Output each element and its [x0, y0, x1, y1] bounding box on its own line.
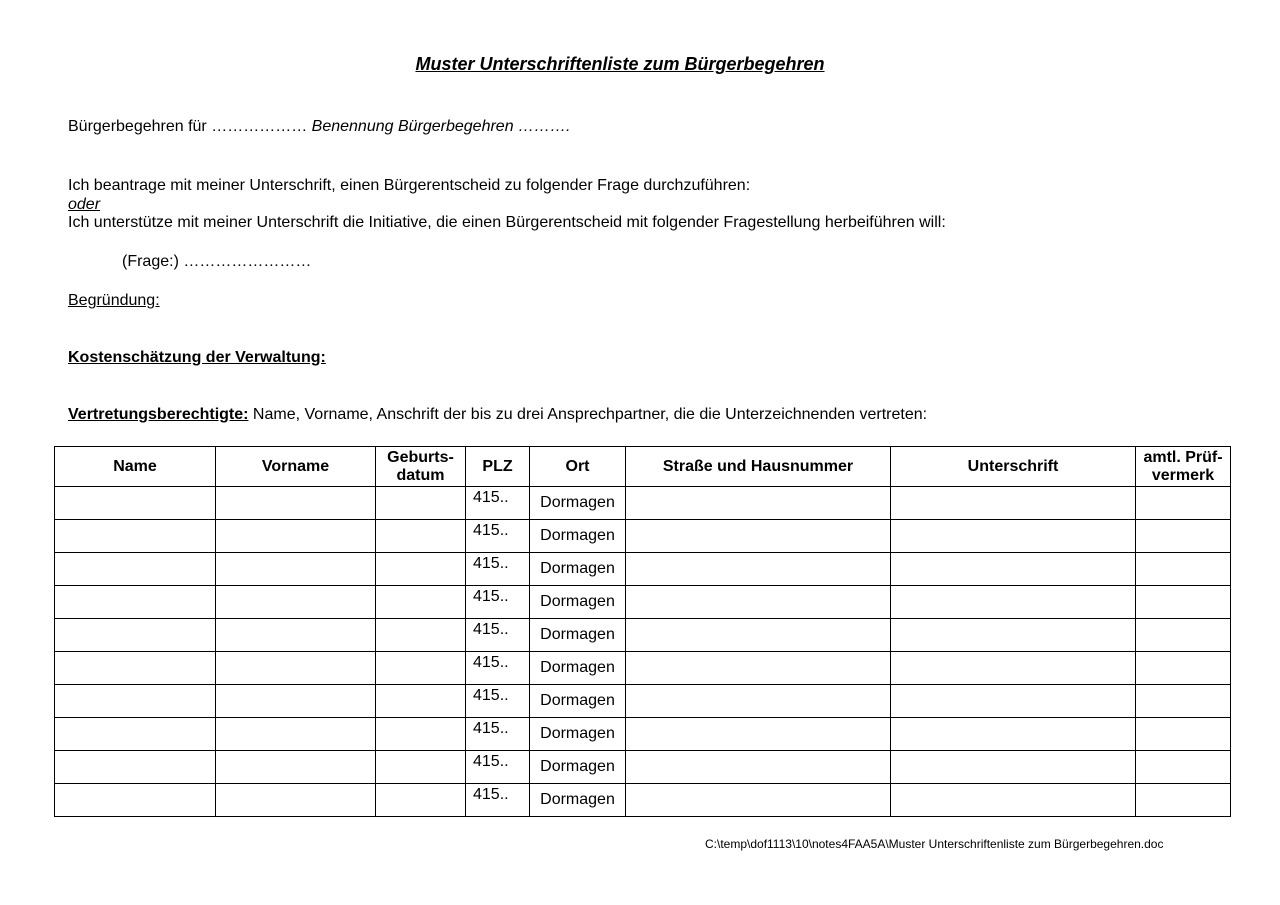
- header-plz: PLZ: [466, 447, 530, 487]
- table-row: [55, 553, 1231, 586]
- cell-plz: 415..: [466, 784, 530, 817]
- cell-ort: Dormagen: [530, 652, 626, 685]
- cell-vorname[interactable]: [216, 586, 376, 619]
- cell-vorname[interactable]: [216, 553, 376, 586]
- cell-name[interactable]: [55, 718, 216, 751]
- cell-ort: Dormagen: [530, 718, 626, 751]
- table-row: [55, 784, 1231, 817]
- table-row: [55, 487, 1231, 520]
- document-title: Muster Unterschriftenliste zum Bürgerbegehren: [415, 54, 825, 74]
- table-header-row: [55, 447, 1231, 487]
- cell-pruefvermerk: [1136, 487, 1231, 520]
- cell-ort: Dormagen: [530, 553, 626, 586]
- cell-vorname[interactable]: [216, 619, 376, 652]
- cell-geburtsdatum[interactable]: [376, 784, 466, 817]
- cell-ort: Dormagen: [530, 685, 626, 718]
- cell-unterschrift[interactable]: [891, 586, 1136, 619]
- option-1-text: Ich beantrage mit meiner Unterschrift, einen Bürgerentscheid zu folgender Frage durchzuführen:: [68, 177, 751, 194]
- signature-table: [54, 446, 1231, 817]
- cell-pruefvermerk: [1136, 685, 1231, 718]
- cell-plz: 415..: [466, 718, 530, 751]
- cell-plz: 415..: [466, 751, 530, 784]
- vertretung-label: Vertretungsberechtigte:: [68, 406, 249, 423]
- header-vorname: Vorname: [216, 447, 376, 487]
- cell-unterschrift[interactable]: [891, 553, 1136, 586]
- cell-geburtsdatum[interactable]: [376, 487, 466, 520]
- cell-vorname[interactable]: [216, 652, 376, 685]
- cell-pruefvermerk: [1136, 718, 1231, 751]
- cell-plz: 415..: [466, 685, 530, 718]
- cell-plz: 415..: [466, 520, 530, 553]
- cell-pruefvermerk: [1136, 652, 1231, 685]
- cell-geburtsdatum[interactable]: [376, 685, 466, 718]
- cell-geburtsdatum[interactable]: [376, 718, 466, 751]
- cell-vorname[interactable]: [216, 685, 376, 718]
- cell-ort: Dormagen: [530, 784, 626, 817]
- cell-strasse[interactable]: [626, 718, 891, 751]
- cell-name[interactable]: [55, 751, 216, 784]
- cell-ort: Dormagen: [530, 586, 626, 619]
- cell-unterschrift[interactable]: [891, 784, 1136, 817]
- begruendung-label: Begründung:: [68, 292, 160, 309]
- cell-plz: 415..: [466, 487, 530, 520]
- table-row: [55, 751, 1231, 784]
- cell-geburtsdatum[interactable]: [376, 619, 466, 652]
- cell-strasse[interactable]: [626, 652, 891, 685]
- header-ort: Ort: [530, 447, 626, 487]
- table-row: [55, 586, 1231, 619]
- vertretung-text: Name, Vorname, Anschrift der bis zu drei Ansprechpartner, die die Unterzeichnenden vertreten:: [248, 406, 928, 423]
- cell-ort: Dormagen: [530, 487, 626, 520]
- cell-pruefvermerk: [1136, 784, 1231, 817]
- cell-pruefvermerk: [1136, 751, 1231, 784]
- cell-plz: 415..: [466, 652, 530, 685]
- vertretung-line: [68, 406, 927, 424]
- header-name: Name: [55, 447, 216, 487]
- option-2-text: Ich unterstütze mit meiner Unterschrift die Initiative, die einen Bürgerentscheid mit folgender Fragestellung herbeiführen will:: [68, 214, 946, 231]
- cell-strasse[interactable]: [626, 553, 891, 586]
- cell-strasse[interactable]: [626, 487, 891, 520]
- cell-strasse[interactable]: [626, 586, 891, 619]
- cell-name[interactable]: [55, 784, 216, 817]
- header-geburtsdatum: Geburts- datum: [376, 447, 466, 487]
- cell-strasse[interactable]: [626, 619, 891, 652]
- table-row: [55, 619, 1231, 652]
- cell-name[interactable]: [55, 652, 216, 685]
- cell-unterschrift[interactable]: [891, 751, 1136, 784]
- cell-ort: Dormagen: [530, 520, 626, 553]
- cell-geburtsdatum[interactable]: [376, 520, 466, 553]
- cell-pruefvermerk: [1136, 619, 1231, 652]
- cell-geburtsdatum[interactable]: [376, 553, 466, 586]
- cell-pruefvermerk: [1136, 520, 1231, 553]
- cell-vorname[interactable]: [216, 784, 376, 817]
- cell-geburtsdatum[interactable]: [376, 751, 466, 784]
- kosten-label: Kostenschätzung der Verwaltung:: [68, 349, 326, 366]
- cell-ort: Dormagen: [530, 619, 626, 652]
- cell-unterschrift[interactable]: [891, 652, 1136, 685]
- cell-name[interactable]: [55, 553, 216, 586]
- cell-unterschrift[interactable]: [891, 718, 1136, 751]
- table-row: [55, 520, 1231, 553]
- cell-name[interactable]: [55, 685, 216, 718]
- table-row: [55, 718, 1231, 751]
- oder-text: oder: [68, 196, 101, 213]
- cell-strasse[interactable]: [626, 685, 891, 718]
- cell-name[interactable]: [55, 586, 216, 619]
- cell-vorname[interactable]: [216, 751, 376, 784]
- cell-name[interactable]: [55, 487, 216, 520]
- frage-line: (Frage:) ……………………: [122, 253, 312, 270]
- cell-unterschrift[interactable]: [891, 685, 1136, 718]
- cell-strasse[interactable]: [626, 520, 891, 553]
- footer-file-path: C:\temp\dof1113\10\notes4FAA5A\Muster Unterschriftenliste zum Bürgerbegehren.doc: [705, 837, 1164, 851]
- header-unterschrift: Unterschrift: [891, 447, 1136, 487]
- table-row: [55, 685, 1231, 718]
- cell-geburtsdatum[interactable]: [376, 652, 466, 685]
- cell-strasse[interactable]: [626, 784, 891, 817]
- cell-plz: 415..: [466, 586, 530, 619]
- cell-vorname[interactable]: [216, 520, 376, 553]
- header-pruefvermerk: amtl. Prüf- vermerk: [1136, 447, 1231, 487]
- cell-unterschrift[interactable]: [891, 487, 1136, 520]
- header-strasse: Straße und Hausnummer: [626, 447, 891, 487]
- cell-vorname[interactable]: [216, 487, 376, 520]
- cell-plz: 415..: [466, 553, 530, 586]
- intro-prefix: Bürgerbegehren für ………………: [68, 118, 312, 135]
- cell-name[interactable]: [55, 520, 216, 553]
- cell-geburtsdatum[interactable]: [376, 586, 466, 619]
- table-row: [55, 652, 1231, 685]
- cell-unterschrift[interactable]: [891, 520, 1136, 553]
- cell-vorname[interactable]: [216, 718, 376, 751]
- cell-pruefvermerk: [1136, 586, 1231, 619]
- cell-plz: 415..: [466, 619, 530, 652]
- cell-pruefvermerk: [1136, 553, 1231, 586]
- intro-line: [68, 118, 571, 136]
- cell-name[interactable]: [55, 619, 216, 652]
- cell-unterschrift[interactable]: [891, 619, 1136, 652]
- cell-ort: Dormagen: [530, 751, 626, 784]
- cell-strasse[interactable]: [626, 751, 891, 784]
- intro-name-placeholder: Benennung Bürgerbegehren ……….: [311, 118, 571, 135]
